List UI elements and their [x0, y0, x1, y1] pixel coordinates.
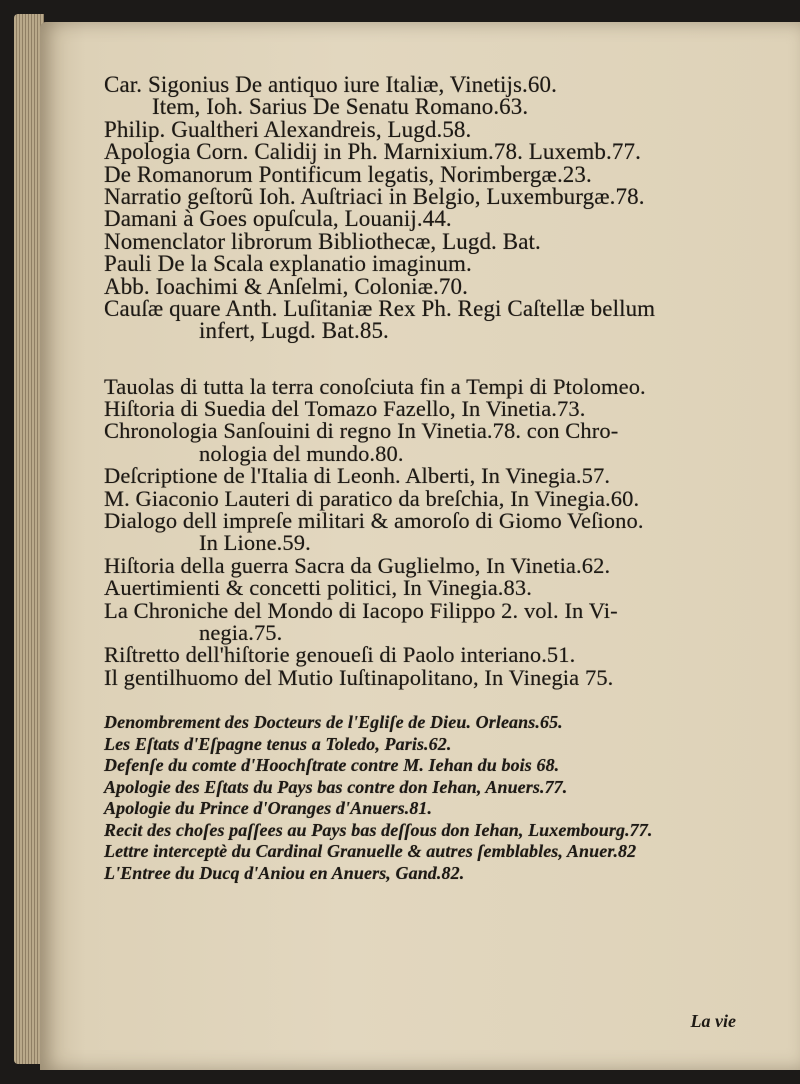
entry-line: Abb. Ioachimi & Anſelmi, Coloniæ.70.: [104, 273, 468, 299]
entry-line-continuation: negia.75.: [199, 619, 283, 645]
entry-line: Auertimienti & concetti politici, In Vinegia.83.: [104, 575, 532, 601]
entry-line: Pauli De la Scala explanatio imaginum.: [104, 251, 472, 277]
entry-line: Il gentilhuomo del Mutio Iuſtinapolitano, In Vinegia 75.: [104, 664, 614, 690]
entry-line-continuation: infert, Lugd. Bat.85.: [199, 318, 389, 344]
entry-line: Hiſtoria della guerra Sacra da Guglielmo, In Vinetia.62.: [104, 552, 611, 578]
bibliography-list: [104, 74, 744, 884]
entry-line: Apologia Corn. Calidij in Ph. Marnixium.78. Luxemb.77.: [104, 139, 641, 165]
entry-line: Apologie du Prince d'Oranges d'Anuers.81.: [104, 798, 433, 819]
entry-line: Hiſtoria di Suedia del Tomazo Fazello, In Vinetia.73.: [104, 396, 586, 422]
entry-line: Item, Ioh. Sarius De Senatu Romano.63.: [152, 94, 529, 120]
entry-line: Denombrement des Docteurs de l'Egliſe de Dieu. Orleans.65.: [104, 712, 563, 733]
entry-line: Tauolas di tutta la terra conoſciuta fin a Tempi di Ptolomeo.: [104, 373, 646, 399]
entry-line: Defenſe du comte d'Hoochſtrate contre M. Iehan du bois 68.: [104, 755, 560, 776]
catchword: La vie: [690, 1011, 736, 1031]
entry-line: La Chroniche del Mondo di Iacopo Filippo 2. vol. In Vi-: [104, 597, 618, 623]
entry-line: M. Giaconio Lauteri di paratico da breſchia, In Vinegia.60.: [104, 485, 640, 511]
entry-line: Recit des choſes paſſees au Pays bas deſſous don Iehan, Luxembourg.77.: [104, 819, 653, 840]
entry-line: Narratio geſtorũ Ioh. Auſtriaci in Belgio, Luxemburgæ.78.: [104, 183, 645, 209]
entry-line: Car. Sigonius De antiquo iure Italiæ, Vinetijs.60.: [104, 72, 557, 97]
french-section: [104, 712, 744, 884]
entry-line: Riſtretto dell'hiſtorie genoueſi di Paolo interiano.51.: [104, 642, 576, 668]
entry-line: De Romanorum Pontificum legatis, Norimbergæ.23.: [104, 161, 592, 187]
entry-line: Damani à Goes opuſcula, Louanij.44.: [104, 206, 452, 232]
entry-line: Deſcriptione de l'Italia di Leonh. Alberti, In Vinegia.57.: [104, 463, 611, 489]
italian-section: [104, 373, 744, 690]
entry-line: Dialogo dell impreſe militari & amoroſo di Giomo Veſiono.: [104, 508, 644, 534]
latin-section: [104, 74, 744, 343]
entry-line: Apologie des Eſtats du Pays bas contre don Iehan, Anuers.77.: [104, 776, 568, 797]
entry-line: Les Eſtats d'Eſpagne tenus a Toledo, Paris.62.: [104, 733, 452, 754]
entry-line: L'Entree du Ducq d'Aniou en Anuers, Gand.82.: [104, 862, 465, 883]
entry-line: Lettre interceptè du Cardinal Granuelle & autres ſemblables, Anuer.82: [104, 841, 637, 862]
entry-line: Nomenclator librorum Bibliothecæ, Lugd. Bat.: [104, 228, 541, 254]
entry-line: Philip. Gualtheri Alexandreis, Lugd.58.: [104, 116, 472, 142]
entry-line: Cauſæ quare Anth. Luſitaniæ Rex Ph. Regi Caſtellæ bellum: [104, 295, 656, 321]
entry-line: Chronologia Sanſouini di regno In Vinetia.78. con Chro-: [104, 418, 619, 444]
entry-line-continuation: In Lione.59.: [199, 530, 311, 556]
entry-line-continuation: nologia del mundo.80.: [199, 440, 404, 466]
